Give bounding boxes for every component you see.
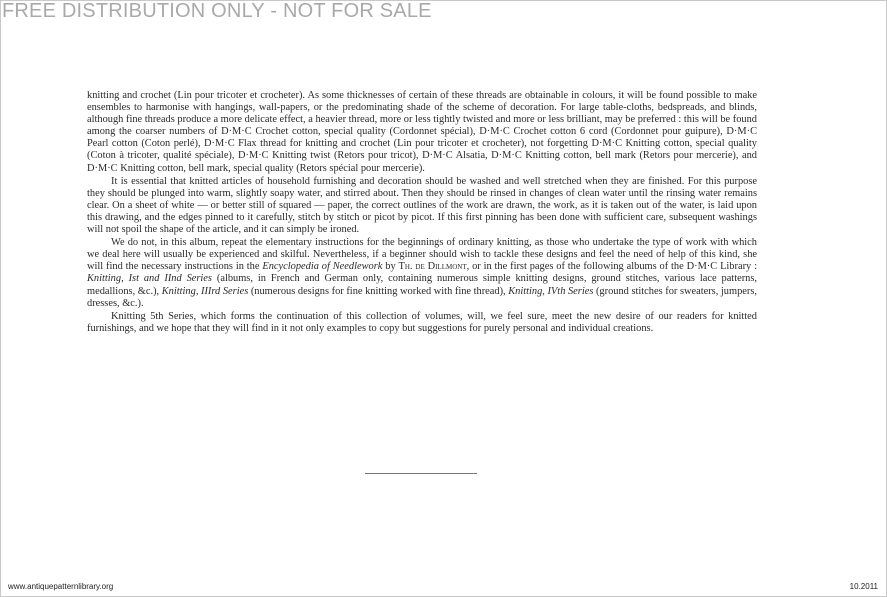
paragraph-2 bbox=[87, 176, 757, 236]
text-run: It is essential that knitted articles of household furnishing and decoration should be washed and well stretched when they are finished. For this purpose they should be plunged into warm, slightly soapy water, and stirred about. Then they should be rinsed in changes of clean water until the rinsing water remains clear. On a sheet of white — or better still of squared — paper, the correct outlines of the work are drawn, the work, as it is taken out of the water, is laid upon this drawing, and the edges pinned to it carefully, stitch by stitch or picot by picot. If this first pinning has been done with sufficient care, subsequent washings will not spoil the shape of the article, and it can simply be ironed. bbox=[87, 175, 757, 236]
footer-website: www.antiquepatternlibrary.org bbox=[8, 582, 114, 591]
body-text bbox=[87, 90, 757, 335]
text-run: , or in the first pages of the following albums of the D·M·C Library : bbox=[466, 261, 757, 273]
text-run: by bbox=[382, 261, 399, 273]
italic-title: Knitting, IVth Series bbox=[508, 285, 594, 297]
italic-title: Knitting, IIIrd Series bbox=[161, 285, 249, 297]
text-run: knitting and crochet (Lin pour tricoter et crocheter). As some thicknesses of certain of these threads are obtainable in colours, it will be found possible to make ensembles to harmonise with hangings, wall-papers, or the predominating shade of the scheme of decoration. For large table-cloths, bedspreads, and blinds, although fine threads produce a more delicate effect, a heavier thread, more or less tightly twisted and more or less brilliant, may be preferred : this will be found among the coarser numbers of D·M·C Crochet cotton, special quality (Cordonnet spécial), D·M·C Crochet cotton 6 cord (Cordonnet pour guipure), D·M·C Pearl cotton (Coton perlé), D·M·C Flax thread for knitting and crochet (Lin pour tricoter et crocheter), not forgetting D·M·C Knitting cotton, special quality (Coton à tricoter, qualité spéciale), D·M·C Knitting twist (Retors pour tricot), D·M·C Alsatia, D·M·C Knitting cotton, bell mark (Retors pour mercerie), and D·M·C Knitting cotton, bell mark, special quality (Retors spécial pour mercerie). bbox=[87, 90, 757, 174]
paragraph-4 bbox=[87, 311, 757, 335]
footer-date: 10.2011 bbox=[849, 582, 878, 591]
italic-title: Knitting, Ist and IInd Series bbox=[87, 273, 212, 285]
text-run: (ground stitches for sweaters, jumpers, dresses, &c.). bbox=[87, 285, 757, 309]
italic-title: Encyclopedia of Needlework bbox=[262, 261, 383, 273]
text-run: Knitting 5th Series, which forms the continuation of this collection of volumes, will, we feel sure, meet the new desire of our readers for knitted furnishings, and we hope that they will find in it not only examples to copy but suggestions for purely personal and individual creations. bbox=[87, 310, 757, 334]
text-run: We do not, in this album, repeat the elementary instructions for the beginnings of ordinary knitting, as those who undertake the type of work with which we deal here will usually be experienced and skilful. Nevertheless, if a beginner should wish to tackle these designs and feel the need of help of this kind, she will find the necessary instructions in the bbox=[87, 237, 757, 273]
section-divider bbox=[365, 473, 477, 474]
paragraph-3 bbox=[87, 237, 757, 310]
watermark-banner: FREE DISTRIBUTION ONLY - NOT FOR SALE bbox=[2, 0, 432, 22]
text-run: (albums, in French and German only, containing numerous simple knitting designs, ground stitches, various lace patterns, medallions, &c.), bbox=[87, 273, 757, 297]
text-run: (numerous designs for fine knitting worked with fine thread), bbox=[248, 285, 509, 297]
paragraph-1 bbox=[87, 90, 757, 175]
author-name: Th. de Dillmont bbox=[398, 261, 467, 273]
